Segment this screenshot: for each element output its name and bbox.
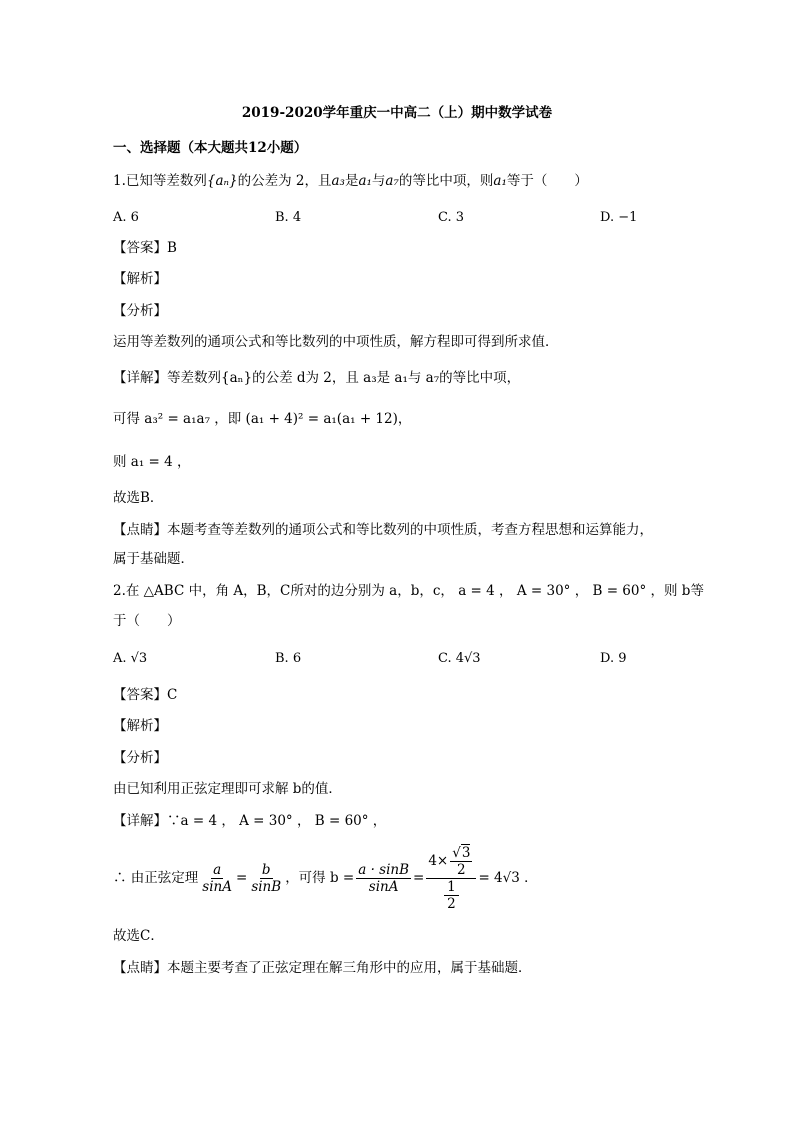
q2-stem: 2.在 △ABC 中，角 A，B，C所对的边分别为 a，b，c， a = 4 ， A = 30° ， B = 60° ，则 b等: [113, 583, 704, 599]
q1-dianjing-text2: 属于基础题．: [113, 551, 194, 567]
q1-stem-yu: 与: [371, 173, 386, 189]
big-num-prefix: 4×: [428, 853, 449, 869]
q1-dianjing-text: 本题考查等差数列的通项公式和等比数列的中项性质，考查方程思想和运算能力，: [167, 522, 653, 538]
q2-detail: [113, 812, 386, 830]
complex-denominator: [442, 879, 461, 912]
q2-option-a: A. √3: [113, 651, 148, 666]
q1-stem-a7: a₇: [385, 173, 399, 189]
q1-stem-seq: {aₙ}: [206, 173, 238, 189]
q2-fenxi-text: 由已知利用正弦定理即可求解 b的值．: [113, 781, 342, 797]
q1-stem-prefix: 1.已知等差数列: [113, 173, 207, 189]
q2-result: = 4√3 ．: [478, 870, 538, 886]
q1-detail-text: 等差数列{aₙ}的公差 d为 2，且 a₃是 a₁与 a₇的等比中项，: [167, 370, 521, 386]
equals-sign-2: =: [413, 870, 425, 886]
q1-conclusion: 故选B．: [113, 490, 164, 506]
q1-option-d: D. −1: [600, 210, 638, 225]
q2-stem2: 于（ ）: [113, 613, 181, 629]
half-denominator: 2: [447, 895, 456, 912]
q1-stem: [113, 172, 588, 190]
section-heading: 一、选择题（本大题共12小题）: [113, 140, 308, 156]
frac1-numerator: a: [213, 861, 222, 878]
equals-sign: =: [236, 870, 248, 886]
frac2-numerator: b: [261, 861, 271, 878]
frac3-numerator: a · sinB: [358, 861, 410, 878]
frac3-denominator: sinA: [368, 878, 399, 895]
complex-numerator: [426, 845, 476, 879]
q1-fenxi: 【分析】: [113, 303, 167, 319]
q2-dianjing-text: 本题主要考查了正弦定理在解三角形中的应用，属于基础题．: [167, 960, 532, 976]
q1-fenxi-text: 运用等差数列的通项公式和等比数列的中项性质，解方程即可得到所求值．: [113, 334, 559, 350]
q1-detail-label: 【详解】: [113, 370, 167, 386]
q2-jiexi: 【解析】: [113, 718, 167, 734]
fraction-a-over-sinA: [200, 862, 234, 895]
q1-step2: 则 a₁ = 4 ，: [113, 454, 191, 470]
radical-icon: √: [452, 844, 461, 861]
frac1-denominator: sinA: [202, 878, 232, 895]
q1-step1: 可得 a₃² = a₁a₇ ，即 (a₁ + 4)² = a₁(a₁ + 12)，: [113, 411, 412, 427]
q1-option-b: B. 4: [275, 210, 302, 225]
q1-stem-a3: a₃: [331, 173, 345, 189]
q2-option-b: B. 6: [275, 651, 302, 666]
sqrt3-over-2: [450, 845, 472, 878]
q1-stem-end: 等于（ ）: [506, 173, 588, 189]
q2-detail-label: 【详解】: [113, 813, 167, 829]
fraction-b-over-sinB: [249, 862, 283, 895]
q1-jiexi: 【解析】: [113, 271, 167, 287]
q2-option-c: C. 4√3: [438, 651, 481, 666]
q2-answer: 【答案】C: [113, 687, 178, 703]
q1-dianjing: [113, 521, 653, 539]
fraction-a-sinB-over-sinA: [356, 862, 411, 895]
q1-option-a: A. 6: [113, 210, 139, 225]
q2-sine-rule-equation: [113, 838, 538, 918]
sqrt3-numerator: [450, 845, 472, 862]
q2-conclusion: 故选C．: [113, 928, 164, 944]
q1-stem-a1: a₁: [358, 173, 372, 189]
q2-step-mid: ，可得 b =: [285, 870, 355, 886]
sqrt3-value: 3: [461, 844, 471, 861]
complex-fraction: [426, 845, 476, 912]
q1-stem-a1b: a₁: [493, 173, 507, 189]
q2-fenxi: 【分析】: [113, 750, 167, 766]
exam-title: 2019-2020学年重庆一中高二（上）期中数学试卷: [241, 105, 553, 121]
q2-option-d: D. 9: [600, 651, 627, 666]
q1-stem-shi: 是: [344, 173, 359, 189]
q2-detail-text: ∵a = 4 ， A = 30° ， B = 60° ，: [167, 813, 387, 829]
q1-stem-tail: 的等比中项，则: [398, 173, 494, 189]
q2-dianjing: [113, 959, 532, 977]
q1-dianjing-label: 【点睛】: [113, 522, 167, 538]
q1-stem-mid: 的公差为 2，且: [237, 173, 332, 189]
q2-step-prefix: ∴ 由正弦定理: [113, 870, 199, 886]
frac2-denominator: sinB: [251, 878, 282, 895]
sqrt3-denominator: 2: [457, 861, 466, 878]
q2-dianjing-label: 【点睛】: [113, 960, 167, 976]
q1-answer: 【答案】B: [113, 240, 177, 256]
q1-option-c: C. 3: [438, 210, 465, 225]
q1-detail: [113, 369, 520, 387]
half-numerator: 1: [444, 879, 459, 896]
